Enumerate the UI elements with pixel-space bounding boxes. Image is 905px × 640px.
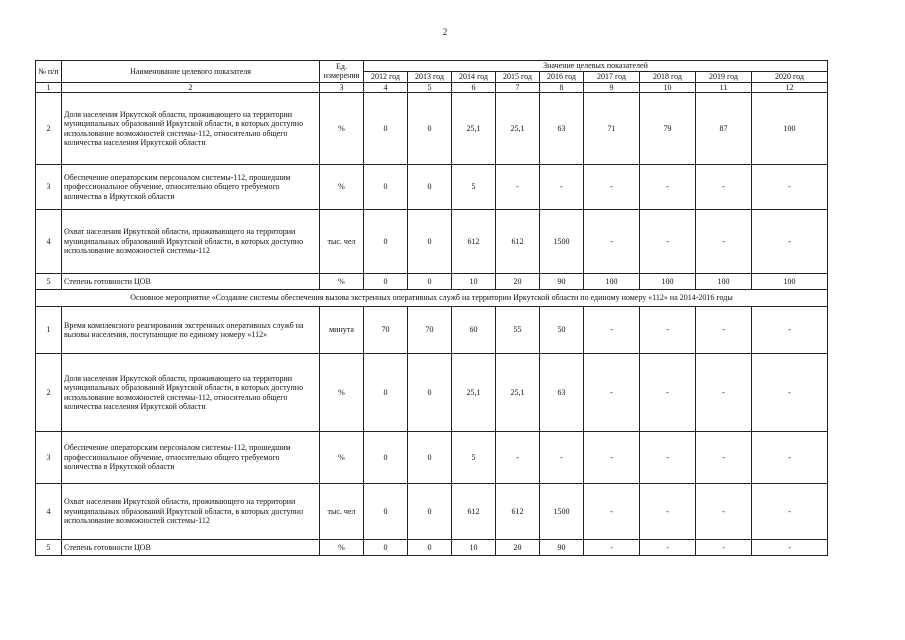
value-cell: - bbox=[640, 165, 696, 210]
value-cell: 0 bbox=[364, 432, 408, 484]
column-number: 4 bbox=[364, 82, 408, 93]
table-row bbox=[36, 540, 828, 556]
value-cell: - bbox=[696, 484, 752, 540]
value-cell: 0 bbox=[364, 484, 408, 540]
header-year: 2018 год bbox=[640, 72, 696, 83]
value-cell: 0 bbox=[364, 210, 408, 274]
unit-cell: минута bbox=[320, 307, 364, 354]
value-cell: 20 bbox=[496, 540, 540, 556]
value-cell: 0 bbox=[408, 165, 452, 210]
table-row bbox=[36, 432, 828, 484]
row-num: 5 bbox=[36, 274, 62, 290]
value-cell: - bbox=[584, 307, 640, 354]
table-row bbox=[36, 307, 828, 354]
value-cell: 25,1 bbox=[452, 354, 496, 432]
value-cell: 100 bbox=[584, 274, 640, 290]
unit-cell: % bbox=[320, 432, 364, 484]
section-row bbox=[36, 290, 828, 307]
indicator-name: Степень готовности ЦОВ bbox=[62, 274, 320, 290]
value-cell: 0 bbox=[408, 432, 452, 484]
value-cell: 1500 bbox=[540, 210, 584, 274]
value-cell: 60 bbox=[452, 307, 496, 354]
value-cell: - bbox=[752, 540, 828, 556]
value-cell: - bbox=[696, 354, 752, 432]
row-num: 3 bbox=[36, 432, 62, 484]
value-cell: 79 bbox=[640, 93, 696, 165]
value-cell: 5 bbox=[452, 432, 496, 484]
value-cell: - bbox=[752, 432, 828, 484]
header-year: 2014 год bbox=[452, 72, 496, 83]
value-cell: - bbox=[640, 484, 696, 540]
value-cell: 10 bbox=[452, 540, 496, 556]
header-year: 2019 год bbox=[696, 72, 752, 83]
value-cell: - bbox=[752, 165, 828, 210]
unit-cell: тыс. чел bbox=[320, 484, 364, 540]
value-cell: - bbox=[584, 432, 640, 484]
value-cell: 87 bbox=[696, 93, 752, 165]
value-cell: 0 bbox=[408, 274, 452, 290]
table-row bbox=[36, 165, 828, 210]
value-cell: 70 bbox=[408, 307, 452, 354]
header-year: 2013 год bbox=[408, 72, 452, 83]
value-cell: - bbox=[496, 432, 540, 484]
column-number: 7 bbox=[496, 82, 540, 93]
unit-cell: тыс. чел bbox=[320, 210, 364, 274]
value-cell: 25,1 bbox=[496, 93, 540, 165]
value-cell: - bbox=[640, 307, 696, 354]
unit-cell: % bbox=[320, 93, 364, 165]
value-cell: 0 bbox=[408, 93, 452, 165]
unit-cell: % bbox=[320, 274, 364, 290]
table-row bbox=[36, 354, 828, 432]
column-number: 6 bbox=[452, 82, 496, 93]
indicator-name: Доля населения Иркутской области, проживающего на территории муниципальных образований Иркутской области, в которых доступно использование возможностей системы-112, относительно общего количества населения Иркутской области bbox=[62, 93, 320, 165]
header-unit: Ед. измерения bbox=[320, 61, 364, 83]
column-number: 5 bbox=[408, 82, 452, 93]
column-number: 11 bbox=[696, 82, 752, 93]
value-cell: - bbox=[640, 354, 696, 432]
value-cell: 612 bbox=[496, 484, 540, 540]
header-name: Наименование целевого показателя bbox=[62, 61, 320, 83]
value-cell: 100 bbox=[752, 274, 828, 290]
header-year: 2020 год bbox=[752, 72, 828, 83]
value-cell: 100 bbox=[640, 274, 696, 290]
value-cell: - bbox=[540, 432, 584, 484]
row-num: 2 bbox=[36, 93, 62, 165]
column-number: 8 bbox=[540, 82, 584, 93]
value-cell: 71 bbox=[584, 93, 640, 165]
value-cell: - bbox=[584, 540, 640, 556]
section-title: Основное мероприятие «Создание системы обеспечения вызова экстренных оперативных служб на территории Иркутской области по единому номеру «112» на 2014-2016 годы bbox=[36, 290, 828, 307]
header-year: 2015 год bbox=[496, 72, 540, 83]
value-cell: - bbox=[540, 165, 584, 210]
value-cell: 20 bbox=[496, 274, 540, 290]
column-number: 12 bbox=[752, 82, 828, 93]
value-cell: - bbox=[752, 484, 828, 540]
indicator-name: Доля населения Иркутской области, проживающего на территории муниципальных образований Иркутской области, в которых доступно использование возможностей системы-112, относительно общего количества населения Иркутской области bbox=[62, 354, 320, 432]
value-cell: - bbox=[640, 540, 696, 556]
indicators-table bbox=[35, 60, 828, 556]
value-cell: 63 bbox=[540, 354, 584, 432]
value-cell: 90 bbox=[540, 540, 584, 556]
value-cell: 55 bbox=[496, 307, 540, 354]
value-cell: - bbox=[696, 432, 752, 484]
value-cell: - bbox=[496, 165, 540, 210]
column-number: 3 bbox=[320, 82, 364, 93]
value-cell: 0 bbox=[364, 540, 408, 556]
value-cell: - bbox=[752, 354, 828, 432]
value-cell: 612 bbox=[496, 210, 540, 274]
value-cell: 612 bbox=[452, 210, 496, 274]
value-cell: 612 bbox=[452, 484, 496, 540]
value-cell: 0 bbox=[408, 210, 452, 274]
indicator-name: Степень готовности ЦОВ bbox=[62, 540, 320, 556]
header-year: 2012 год bbox=[364, 72, 408, 83]
header-num: № п/п bbox=[36, 61, 62, 83]
value-cell: - bbox=[584, 354, 640, 432]
value-cell: - bbox=[696, 307, 752, 354]
header-year: 2016 год bbox=[540, 72, 584, 83]
value-cell: 5 bbox=[452, 165, 496, 210]
value-cell: 25,1 bbox=[452, 93, 496, 165]
indicator-name: Обеспечение операторским персоналом системы-112, прошедшим профессиональное обучение, относительно общего требуемого количества в Иркутской области bbox=[62, 165, 320, 210]
value-cell: - bbox=[584, 484, 640, 540]
header-year: 2017 год bbox=[584, 72, 640, 83]
header-values-group: Значение целевых показателей bbox=[364, 61, 828, 72]
value-cell: 63 bbox=[540, 93, 584, 165]
value-cell: 0 bbox=[364, 274, 408, 290]
value-cell: 10 bbox=[452, 274, 496, 290]
unit-cell: % bbox=[320, 165, 364, 210]
value-cell: 1500 bbox=[540, 484, 584, 540]
page-number: 2 bbox=[442, 27, 448, 37]
value-cell: 0 bbox=[408, 484, 452, 540]
value-cell: - bbox=[752, 307, 828, 354]
value-cell: 90 bbox=[540, 274, 584, 290]
value-cell: 0 bbox=[364, 354, 408, 432]
column-number: 10 bbox=[640, 82, 696, 93]
value-cell: - bbox=[696, 210, 752, 274]
column-number-row bbox=[36, 82, 828, 93]
value-cell: 0 bbox=[364, 93, 408, 165]
table-row bbox=[36, 93, 828, 165]
value-cell: 25,1 bbox=[496, 354, 540, 432]
value-cell: 0 bbox=[408, 354, 452, 432]
unit-cell: % bbox=[320, 354, 364, 432]
row-num: 2 bbox=[36, 354, 62, 432]
value-cell: - bbox=[640, 432, 696, 484]
value-cell: 0 bbox=[408, 540, 452, 556]
value-cell: 100 bbox=[696, 274, 752, 290]
value-cell: 0 bbox=[364, 165, 408, 210]
table-row bbox=[36, 274, 828, 290]
row-num: 4 bbox=[36, 484, 62, 540]
value-cell: - bbox=[640, 210, 696, 274]
value-cell: 70 bbox=[364, 307, 408, 354]
indicator-name: Охват населения Иркутской области, проживающего на территории муниципальных образований Иркутской области, в которых доступно использование возможностей системы-112 bbox=[62, 210, 320, 274]
row-num: 5 bbox=[36, 540, 62, 556]
indicator-name: Время комплексного реагирования экстренных оперативных служб на вызовы населения, поступающие по единому номеру «112» bbox=[62, 307, 320, 354]
value-cell: 100 bbox=[752, 93, 828, 165]
column-number: 1 bbox=[36, 82, 62, 93]
value-cell: - bbox=[752, 210, 828, 274]
row-num: 4 bbox=[36, 210, 62, 274]
value-cell: - bbox=[584, 210, 640, 274]
value-cell: - bbox=[696, 540, 752, 556]
row-num: 1 bbox=[36, 307, 62, 354]
value-cell: - bbox=[696, 165, 752, 210]
unit-cell: % bbox=[320, 540, 364, 556]
indicator-name: Охват населения Иркутской области, проживающего на территории муниципальных образований Иркутской области, в которых доступно использование возможностей системы-112 bbox=[62, 484, 320, 540]
table-row bbox=[36, 210, 828, 274]
value-cell: 50 bbox=[540, 307, 584, 354]
column-number: 9 bbox=[584, 82, 640, 93]
table-row bbox=[36, 484, 828, 540]
value-cell: - bbox=[584, 165, 640, 210]
row-num: 3 bbox=[36, 165, 62, 210]
column-number: 2 bbox=[62, 82, 320, 93]
indicator-name: Обеспечение операторским персоналом системы-112, прошедшим профессиональное обучение, относительно общего требуемого количества в Иркутской области bbox=[62, 432, 320, 484]
